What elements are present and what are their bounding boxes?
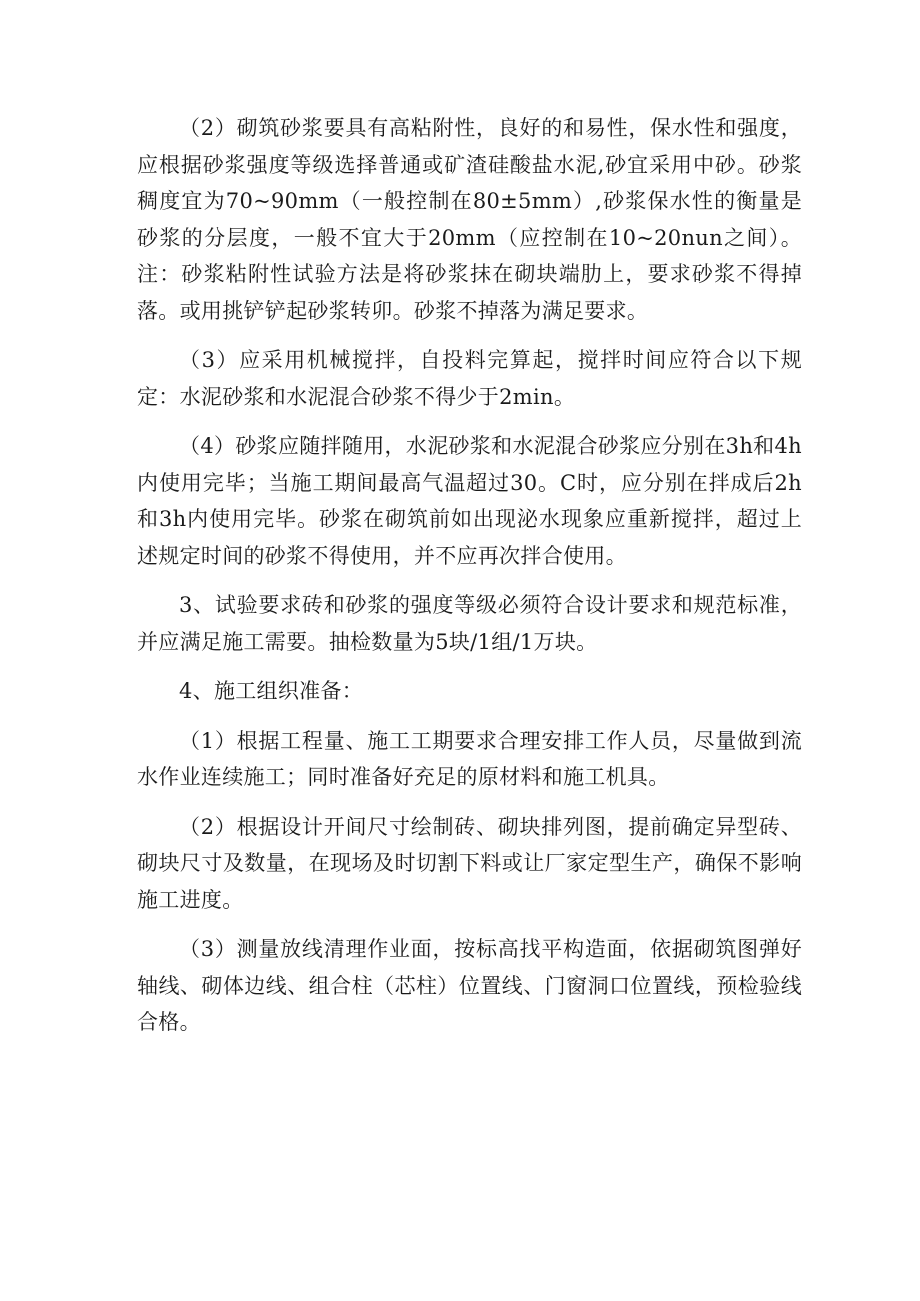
paragraph-layout-drawing: （2）根据设计开间尺寸绘制砖、砌块排列图，提前确定异型砖、砌块尺寸及数量，在现场及时切割下料或让厂家定型生产，确保不影响施工进度。 [137, 814, 802, 912]
paragraph-organization-heading: 4、施工组织准备： [179, 679, 364, 703]
paragraph-mortar-properties: （2）砌筑砂浆要具有高粘附性，良好的和易性，保水性和强度，应根据砂浆强度等级选择普通或矿渣硅酸盐水泥,砂宜采用中砂。砂浆稠度宜为70~90mm（一般控制在80±5mm）,砂浆保水性的衡量是砂浆的分层度，一般不宜大于20mm（应控制在10~20nun之间）。注：砂浆粘附性试验方法是将砂浆抹在砌块端肋上，要求砂浆不得掉落。或用挑铲铲起砂浆转卯。砂浆不掉落为满足要求。 [137, 116, 802, 323]
paragraph-test-requirements: 3、试验要求砖和砂浆的强度等级必须符合设计要求和规范标准，并应满足施工需要。抽检数量为5块/1组/1万块。 [137, 593, 802, 654]
paragraph-usage-time: （4）砂浆应随拌随用，水泥砂浆和水泥混合砂浆应分别在3h和4h内使用完毕；当施工期间最高气温超过30。C时，应分别在拌成后2h和3h内使用完毕。砂浆在砌筑前如出现泌水现象应重新搅拌，超过上述规定时间的砂浆不得使用，并不应再次拌合使用。 [137, 434, 802, 568]
document-body [137, 110, 802, 1054]
paragraph-surveying: （3）测量放线清理作业面，按标高找平构造面，依据砌筑图弹好轴线、砌体边线、组合柱（芯柱）位置线、门窗洞口位置线，预检验线合格。 [137, 937, 802, 1034]
paragraph-staffing: （1）根据工程量、施工工期要求合理安排工作人员，尽量做到流水作业连续施工；同时准备好充足的原材料和施工机具。 [137, 728, 802, 789]
paragraph-mixing-method: （3）应采用机械搅拌，自投料完算起，搅拌时间应符合以下规定：水泥砂浆和水泥混合砂浆不得少于2min。 [137, 348, 802, 409]
